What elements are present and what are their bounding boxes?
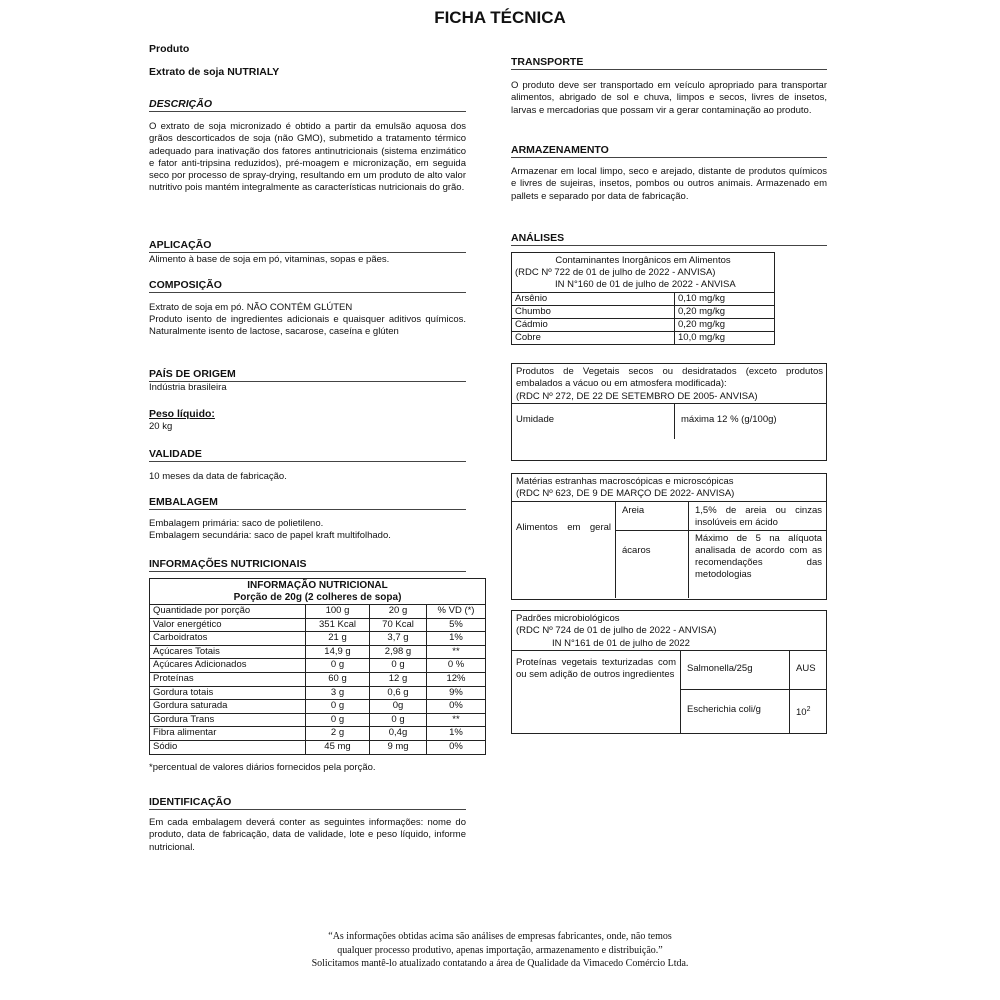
contaminante-row: [512, 306, 775, 319]
contaminante-row: [512, 293, 775, 306]
nutrient-name: Açúcares Totais: [150, 645, 306, 659]
nutrient-value: 2 g: [306, 727, 370, 741]
descricao-heading: DESCRIÇÃO: [149, 98, 466, 112]
micro-value-2-base: 10: [796, 707, 807, 719]
nutrition-row: [150, 713, 486, 727]
nutrient-value: 0 g: [306, 659, 370, 673]
materias-row-acaros: [616, 531, 826, 598]
contaminante-row: [512, 318, 775, 331]
aplicacao-text: Alimento à base de soja em pó, vitaminas, sopas e pães.: [149, 254, 390, 265]
nutrition-table: [149, 578, 486, 755]
micro-value-1: AUS: [796, 662, 816, 674]
nutrient-value: **: [427, 713, 486, 727]
nutrition-row: [150, 645, 486, 659]
nutrient-value: 9%: [427, 686, 486, 700]
contaminante-limit: 10,0 mg/kg: [675, 331, 775, 344]
nutrient-value: 0,6 g: [370, 686, 427, 700]
micro-category: Proteínas vegetais texturizadas com ou sem adição de outros ingredientes: [512, 651, 681, 733]
nutrient-value: 0g: [370, 700, 427, 714]
nutrient-name: Proteínas: [150, 672, 306, 686]
nutrient-name: Fibra alimentar: [150, 727, 306, 741]
vegetais-rdc: (RDC Nº 272, DE 22 DE SETEMBRO DE 2005- ANVISA): [512, 391, 826, 404]
nutrition-header: % VD (*): [427, 605, 486, 619]
footer-line-2: qualquer processo produtivo, apenas importação, armazenamento e distribuição.”: [337, 944, 663, 956]
vegetais-param: Umidade: [512, 404, 675, 439]
transporte-heading: TRANSPORTE: [511, 56, 827, 70]
nutrient-name: Gordura saturada: [150, 700, 306, 714]
contaminante-limit: 0,20 mg/kg: [675, 318, 775, 331]
aplicacao-heading: APLICAÇÃO: [149, 239, 466, 253]
micro-row-2: [681, 690, 826, 733]
embalagem-text-1: Embalagem primária: saco de polietileno.: [149, 518, 324, 529]
nutrient-value: 0 g: [370, 659, 427, 673]
nutrition-header: 20 g: [370, 605, 427, 619]
micro-row-1: [681, 651, 826, 690]
nutrient-value: 60 g: [306, 672, 370, 686]
contaminante-row: [512, 331, 775, 344]
nutrient-value: 0%: [427, 740, 486, 754]
vegetais-text: Produtos de Vegetais secos ou desidratados (exceto produtos embalados a vácuo ou em atmosfera modificada):: [516, 366, 823, 390]
transporte-text: O produto deve ser transportado em veículo apropriado para transportar alimentos, abrigado de sol e chuva, limpos e secos, livres de insetos, larvas e mercadorias que possam vir a gerar contaminação ao produto.: [511, 80, 827, 116]
contaminante-name: Arsênio: [512, 293, 675, 306]
micro-body: [512, 651, 826, 733]
composicao-text-1: Extrato de soja em pó. NÃO CONTÉM GLÚTEN: [149, 302, 353, 313]
nutrient-value: 70 Kcal: [370, 618, 427, 632]
contaminante-name: Chumbo: [512, 306, 675, 319]
identificacao-heading: IDENTIFICAÇÃO: [149, 796, 466, 810]
embalagem-heading: EMBALAGEM: [149, 496, 466, 510]
nutrition-row: [150, 727, 486, 741]
micro-value-2-exp: 2: [806, 705, 811, 713]
contaminantes-line-2: (RDC Nº 722 de 01 de julho de 2022 - ANVISA): [515, 266, 716, 278]
nutrition-row: [150, 740, 486, 754]
materias-line-1: Matérias estranhas macroscópicas e microscópicas: [516, 476, 734, 487]
nutrition-header: Quantidade por porção: [150, 605, 306, 619]
nutrient-name: Valor energético: [150, 618, 306, 632]
nutrient-value: 21 g: [306, 632, 370, 646]
analises-heading: ANÁLISES: [511, 232, 827, 246]
nutrition-row: [150, 700, 486, 714]
materias-item-2: ácaros: [616, 531, 689, 598]
nutrition-row: [150, 659, 486, 673]
micro-line-1: Padrões microbiológicos: [516, 613, 620, 624]
nutrient-value: 3 g: [306, 686, 370, 700]
nutrient-value: 12%: [427, 672, 486, 686]
nutrient-name: Gordura Trans: [150, 713, 306, 727]
materias-row-areia: [616, 502, 826, 531]
nutrition-header: 100 g: [306, 605, 370, 619]
materias-item-1: Areia: [616, 502, 689, 530]
vegetais-value: máxima 12 % (g/100g): [681, 413, 777, 425]
peso-heading: Peso líquido:: [149, 408, 215, 420]
nutrient-name: Açúcares Adicionados: [150, 659, 306, 673]
materias-line-2: (RDC Nº 623, DE 9 DE MARÇO DE 2022- ANVISA): [512, 488, 826, 501]
nutrient-value: 14,9 g: [306, 645, 370, 659]
materias-item-1-value: 1,5% de areia ou cinzas insolúveis em ácido: [695, 504, 822, 528]
produto-value: Extrato de soja NUTRIALY: [149, 66, 280, 78]
nutrition-header-row: [150, 605, 486, 619]
vegetais-box: [511, 363, 827, 461]
micro-box: [511, 610, 827, 734]
contaminantes-header: [512, 253, 775, 293]
nutrition-row: [150, 686, 486, 700]
nutrient-value: 0 g: [306, 713, 370, 727]
footer-line-3: Solicitamos mantê-lo atualizado contatando a área de Qualidade da Vimacedo Comércio Ltda.: [311, 958, 689, 969]
produto-label: Produto: [149, 43, 190, 55]
composicao-text-2: Produto isento de ingredientes adicionais e quaisquer aditivos químicos. Naturalmente isento de lactose, sacarose, caseína e glúten: [149, 314, 466, 338]
materias-item-2-value: Máximo de 5 na alíquota analisada de acordo com as recomendações das metodologias: [695, 532, 822, 581]
contaminantes-line-3: IN N°160 de 01 de julho de 2022 - ANVISA: [555, 278, 736, 290]
nutrition-row: [150, 632, 486, 646]
armazenamento-text: Armazenar em local limpo, seco e arejado, distante de produtos químicos e livres de sujeiras, insetos, pombos ou outros animais. Armazenado em pallets e separado por data de fabricação.: [511, 166, 827, 202]
nutrient-name: Carboidratos: [150, 632, 306, 646]
nutrition-row: [150, 618, 486, 632]
identificacao-text: Em cada embalagem deverá conter as seguintes informações: nome do produto, data de fabricação, data de validade, lote e peso líquido, informe nutricional.: [149, 817, 466, 853]
nutrient-value: 9 mg: [370, 740, 427, 754]
nutrition-portion: Porção de 20g (2 colheres de sopa): [233, 591, 402, 603]
nutrient-value: 1%: [427, 632, 486, 646]
contaminante-name: Cádmio: [512, 318, 675, 331]
nutrient-value: 12 g: [370, 672, 427, 686]
descricao-text: O extrato de soja micronizado é obtido a partir da emulsão aquosa dos grãos descorticados de soja (não GMO), submetido a tratamento térmico adequado para inativação dos fatores antinutricionais (sistema enzimático e fator anti-tripsina reduzidos), pré-moagem e micronização, em seguida seco por processo de spray-drying, resultando em um produto de alto valor nutritivo pois mantém integralmente as características nutricionais do grão.: [149, 121, 466, 194]
contaminante-name: Cobre: [512, 331, 675, 344]
micro-param-2: Escherichia coli/g: [681, 690, 790, 733]
micro-line-3: IN N°161 de 01 de julho de 2022: [512, 638, 826, 651]
nutrient-value: 2,98 g: [370, 645, 427, 659]
pais-text: Indústria brasileira: [149, 382, 227, 393]
page-title: FICHA TÉCNICA: [434, 8, 566, 27]
composicao-heading: COMPOSIÇÃO: [149, 279, 466, 293]
nutrient-name: Gordura totais: [150, 686, 306, 700]
nutrient-value: 3,7 g: [370, 632, 427, 646]
nutrient-value: 0,4g: [370, 727, 427, 741]
contaminantes-table: [511, 252, 775, 345]
validade-text: 10 meses da data de fabricação.: [149, 471, 287, 482]
nutrient-name: Sódio: [150, 740, 306, 754]
nutrient-value: 0 g: [370, 713, 427, 727]
contaminante-limit: 0,20 mg/kg: [675, 306, 775, 319]
pais-heading: PAÍS DE ORIGEM: [149, 368, 466, 382]
nutrient-value: 5%: [427, 618, 486, 632]
armazenamento-heading: ARMAZENAMENTO: [511, 144, 827, 158]
materias-box: [511, 473, 827, 600]
validade-heading: VALIDADE: [149, 448, 466, 462]
micro-value-2: [790, 690, 826, 733]
embalagem-text-2: Embalagem secundária: saco de papel kraft multifolhado.: [149, 530, 391, 541]
nutrient-value: 0 g: [306, 700, 370, 714]
footer-note: [0, 930, 1000, 971]
micro-line-2: (RDC Nº 724 de 01 de julho de 2022 - ANVISA): [516, 625, 717, 637]
footer-line-1: “As informações obtidas acima são análises de empresas fabricantes, onde, não temos: [328, 931, 672, 942]
nutrient-value: 0%: [427, 700, 486, 714]
materias-body: [512, 502, 826, 598]
nutrition-row: [150, 672, 486, 686]
info-nutricional-heading: INFORMAÇÕES NUTRICIONAIS: [149, 558, 466, 572]
nutrition-footnote: *percentual de valores diários fornecidos pela porção.: [149, 762, 376, 773]
peso-text: 20 kg: [149, 421, 173, 432]
nutrient-value: **: [427, 645, 486, 659]
nutrient-value: 351 Kcal: [306, 618, 370, 632]
nutrient-value: 1%: [427, 727, 486, 741]
nutrition-title-cell: [150, 579, 486, 605]
materias-category: Alimentos em geral: [512, 502, 616, 598]
vegetais-row: [512, 404, 826, 439]
nutrient-value: 0 %: [427, 659, 486, 673]
nutrient-value: 45 mg: [306, 740, 370, 754]
contaminante-limit: 0,10 mg/kg: [675, 293, 775, 306]
micro-param-1: Salmonella/25g: [681, 651, 790, 689]
nutrition-title: INFORMAÇÃO NUTRICIONAL: [247, 580, 388, 591]
contaminantes-line-1: Contaminantes Inorgânicos em Alimentos: [555, 255, 731, 266]
